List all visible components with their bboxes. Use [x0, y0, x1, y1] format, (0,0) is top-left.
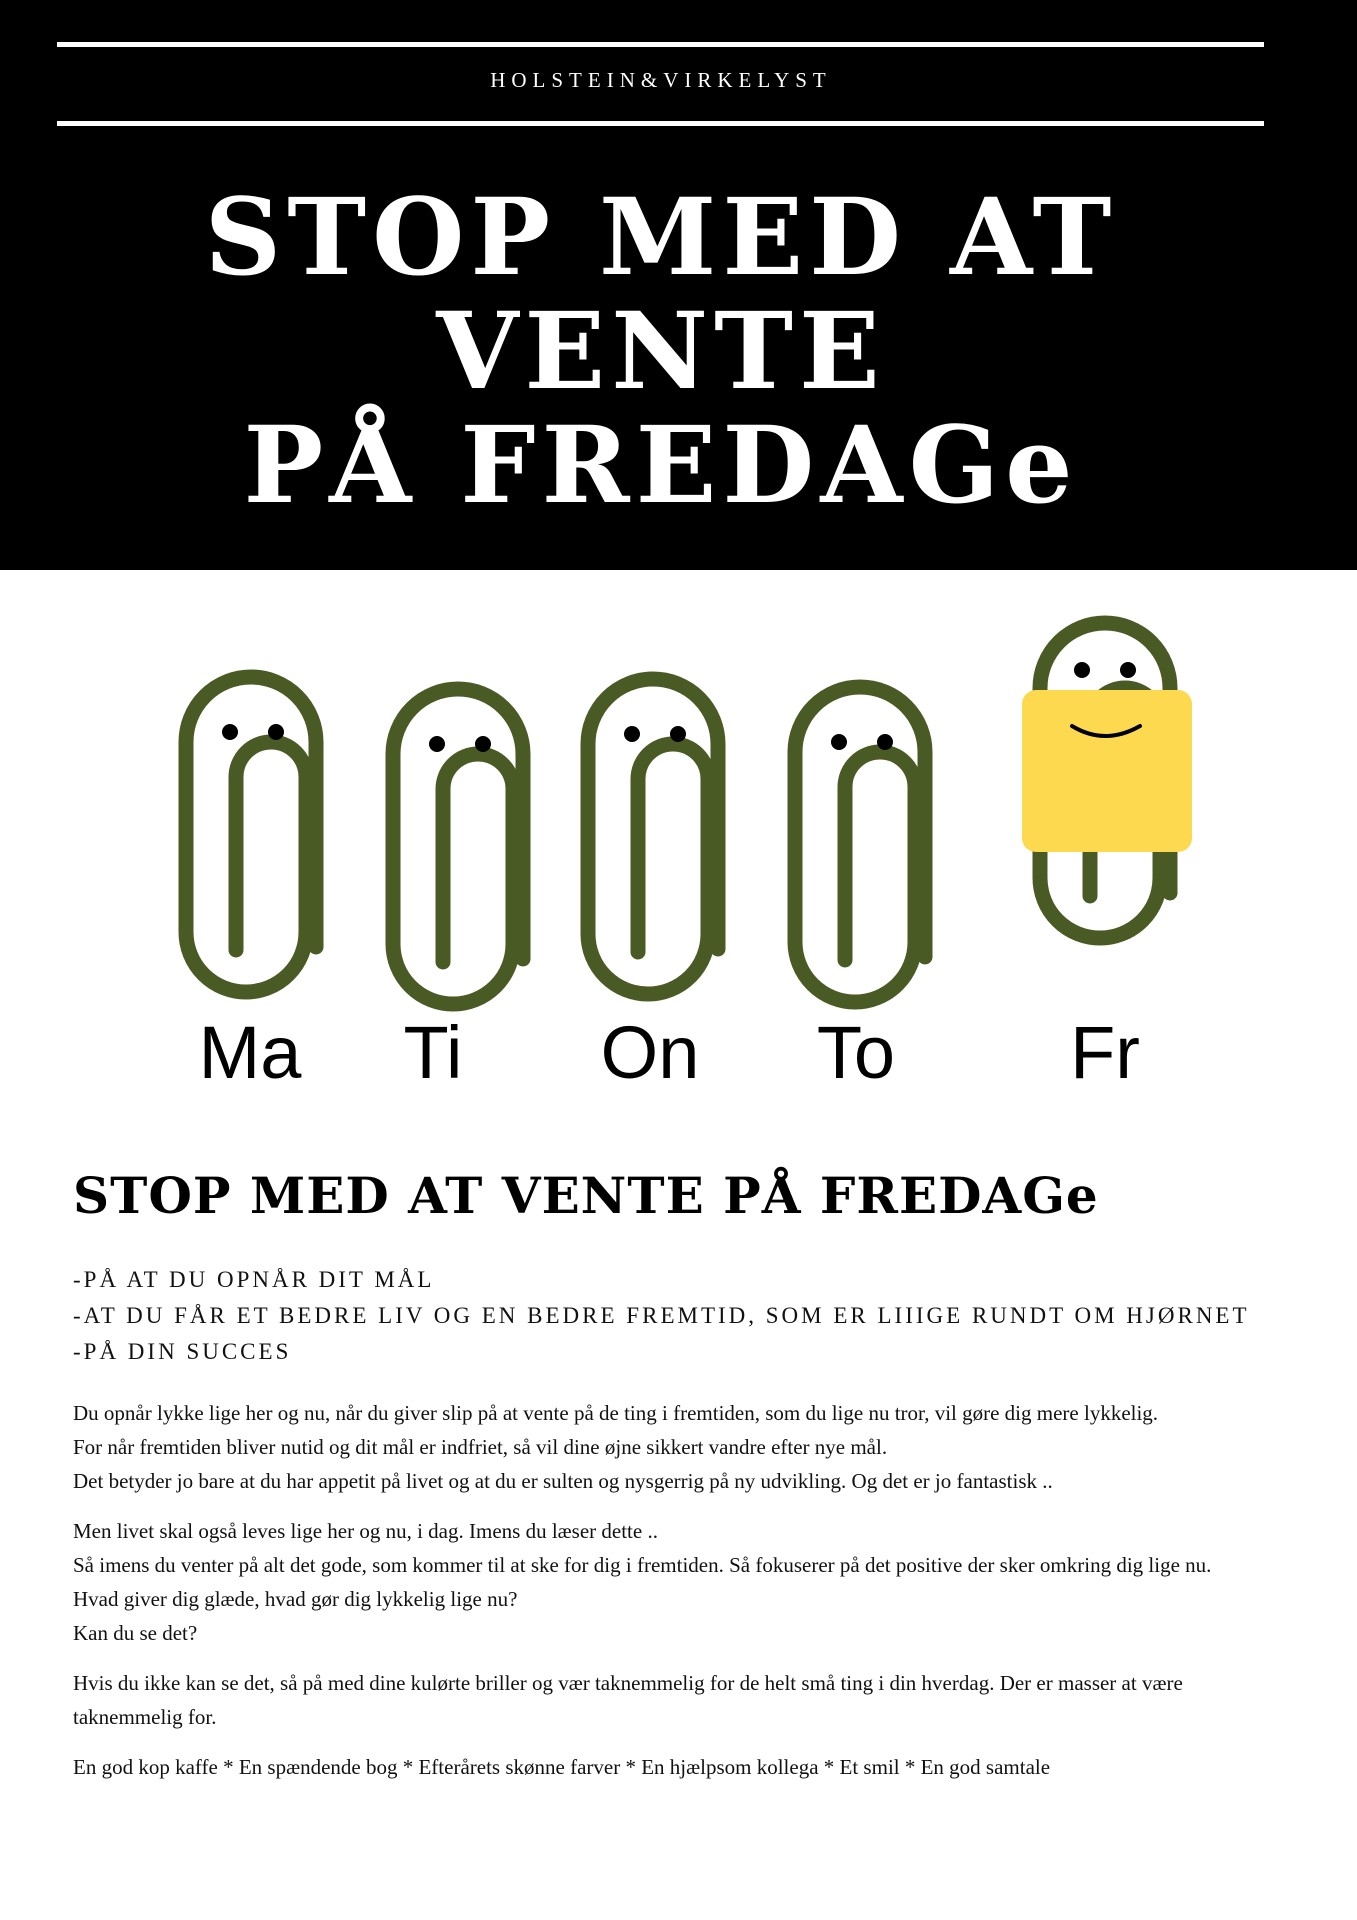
day-label: Fr — [1070, 1011, 1140, 1094]
hero-title — [0, 174, 1322, 527]
paperclip-wire — [393, 689, 523, 1004]
paragraph-1 — [73, 1396, 1293, 1498]
paragraph-line: For når fremtiden bliver nutid og dit mål er indfriet, så vil dine øjne sikkert vandre efter nye mål. — [73, 1435, 888, 1459]
paragraph-line: Så imens du venter på alt det gode, som kommer til at ske for dig i fremtiden. Så fokuserer på det positive der sker omkring dig lige nu. — [73, 1553, 1212, 1577]
article-body — [73, 1396, 1293, 1800]
hero-title-line-2: PÅ FREDAGe — [243, 402, 1079, 527]
eye — [831, 734, 847, 750]
bottom-rule — [57, 121, 1264, 126]
eye — [1074, 662, 1090, 678]
paragraph-line: En god kop kaffe * En spændende bog * Efterårets skønne farver * En hjælpsom kollega * Et smil * En god samtale — [73, 1755, 1051, 1779]
paragraph-line: Kan du se det? — [73, 1621, 198, 1645]
eye — [1120, 662, 1136, 678]
paragraph-line: Det betyder jo bare at du har appetit på livet og at du er sulten og nysgerrig på ny udvikling. Og det er jo fantastisk .. — [73, 1469, 1053, 1493]
day-label: Ma — [198, 1011, 302, 1094]
eye — [429, 736, 445, 752]
brand-name: HOLSTEIN&VIRKELYST — [490, 68, 832, 92]
paragraph-3 — [73, 1666, 1293, 1734]
bullet-item-3: -PÅ DIN SUCCES — [73, 1339, 292, 1364]
eye — [670, 726, 686, 742]
paperclip-3 — [588, 679, 718, 994]
bullet-item-2: -AT DU FÅR ET BEDRE LIV OG EN BEDRE FREMTID, SOM ER LIIIGE RUNDT OM HJØRNET — [73, 1303, 1250, 1328]
paperclip-weekdays-illustration — [150, 600, 1210, 1120]
paperclip-wire — [186, 677, 316, 992]
paperclip-2 — [393, 689, 523, 1004]
hero-title-line-1: STOP MED AT VENTE — [204, 174, 1118, 413]
eye — [877, 734, 893, 750]
day-label: Ti — [403, 1011, 463, 1094]
paragraph-line: Du opnår lykke lige her og nu, når du giver slip på at vente på de ting i fremtiden, som du lige nu tror, vil gøre dig mere lykkelig. — [73, 1401, 1159, 1425]
sticky-note — [1022, 690, 1192, 852]
paragraph-4 — [73, 1750, 1293, 1784]
paperclip-wire — [588, 679, 718, 994]
day-label: On — [600, 1011, 700, 1094]
paragraph-line: Hvis du ikke kan se det, så på med dine kulørte briller og vær taknemmelig for de helt små ting i din hverdag. Der er masser at være taknemmelig for. — [73, 1671, 1183, 1729]
paperclip-4 — [795, 687, 925, 1002]
paperclip-wire — [795, 687, 925, 1002]
paragraph-line: Hvad giver dig glæde, hvad gør dig lykkelig lige nu? — [73, 1587, 518, 1611]
paperclip-5 — [1022, 623, 1192, 938]
eye — [222, 724, 238, 740]
day-labels — [199, 1011, 1140, 1094]
eye — [624, 726, 640, 742]
eye — [268, 724, 284, 740]
paragraph-2 — [73, 1514, 1293, 1650]
paperclips — [186, 623, 1192, 1004]
paperclip-1 — [186, 677, 316, 992]
paragraph-line: Men livet skal også leves lige her og nu, i dag. Imens du læser dette .. — [73, 1519, 658, 1543]
bullet-list — [73, 1262, 1250, 1370]
hero-banner — [0, 0, 1357, 570]
day-label: To — [816, 1011, 896, 1094]
article-subtitle: STOP MED AT VENTE PÅ FREDAGe — [73, 1166, 1099, 1225]
bullet-item-1: -PÅ AT DU OPNÅR DIT MÅL — [73, 1267, 435, 1292]
top-rule — [57, 42, 1264, 47]
eye — [475, 736, 491, 752]
